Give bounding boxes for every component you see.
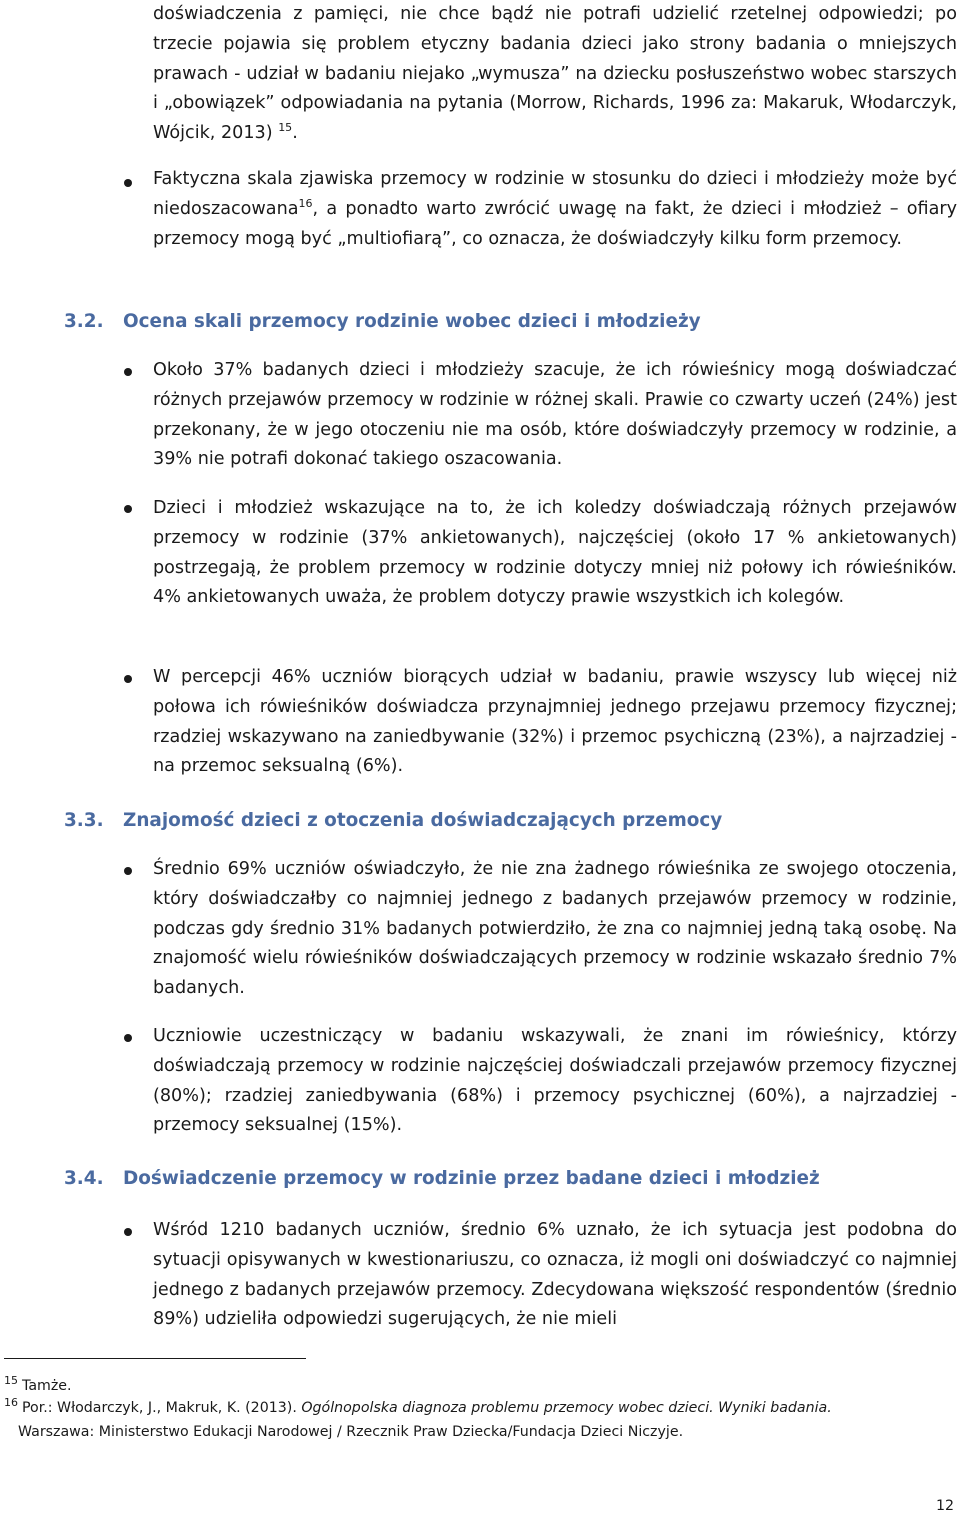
intro-text: doświadczenia z pamięci, nie chce bądź nie potrafi udzielić rzetelnej odpowiedzi; po trzecie pojawia się problem etyczny badania dzieci jako strony badania o mniejszych prawach - udział w badaniu niejako „wymusza” na dziecku posłuszeństwo wobec starszych i „obowiązek” odpowiadania na pytania (Morrow, Richards, 1996 za: Makaruk, Włodarczyk, Wójcik, 2013): [153, 4, 957, 144]
footnote-15: 15 Tamże.: [4, 1374, 72, 1394]
section-3-2-bullet-1: Około 37% badanych dzieci i młodzieży szacuje, że ich rówieśnicy mogą doświadczać różnych przejawów przemocy w rodzinie w różnej skali. Prawie co czwarty uczeń (24%) jest przekonany, że w jego otoczeniu nie ma osób, które doświadczyły przemocy w rodzinie, a 39% nie potrafi dokonać takiego oszacowania.: [153, 360, 957, 470]
bullet-marker: [124, 368, 132, 376]
footnote-16: 16 Por.: Włodarczyk, J., Makruk, K. (2013). Ogólnopolska diagnoza problemu przemocy wobec dzieci. Wyniki badania.: [4, 1396, 832, 1416]
section-3-2-bullet-3: W percepcji 46% uczniów biorących udział w badaniu, prawie wszyscy lub więcej niż połowa ich rówieśników doświadcza przynajmniej jednego przejawu przemocy fizycznej; rzadziej wskazywano na zaniedbywanie (32%) i przemoc psychiczną (23%), a najrzadziej - na przemoc seksualną (6%).: [153, 667, 957, 777]
bullet-marker: [124, 675, 132, 683]
section-title: Doświadczenie przemocy w rodzinie przez badane dzieci i młodzież: [123, 1168, 820, 1189]
intro-paragraph: [153, 0, 957, 149]
section-number: 3.4.: [64, 1168, 104, 1189]
section-number: 3.3.: [64, 810, 104, 831]
bullet-marker: [124, 179, 132, 187]
bullet-marker: [124, 1034, 132, 1042]
footnote-text: Tamże.: [22, 1378, 72, 1394]
bullet-scale-paragraph: [153, 165, 957, 254]
bullet-scale-part1: Faktyczna skala zjawiska przemocy w rodzinie w stosunku do dzieci i młodzieży może być niedoszacowana: [153, 169, 957, 219]
bullet-marker: [124, 867, 132, 875]
footnote-separator: [4, 1358, 306, 1359]
bullet-marker: [124, 505, 132, 513]
section-number: 3.2.: [64, 311, 104, 332]
bullet-marker: [124, 1228, 132, 1236]
intro-end: .: [292, 123, 298, 144]
footnote-publisher: Warszawa: Ministerstwo Edukacji Narodowej / Rzecznik Praw Dziecka/Fundacja Dzieci Niczyje.: [18, 1424, 684, 1440]
section-3-3-bullet-1: Średnio 69% uczniów oświadczyło, że nie zna żadnego rówieśnika ze swojego otoczenia, który doświadczałby co najmniej jednego z badanych przejawów przemocy w rodzinie, podczas gdy średnio 31% badanych potwierdziło, że zna co najmniej jedną taką osobę. Na znajomość wielu rówieśników doświadczających przemocy w rodzinie wskazało średnio 7% badanych.: [153, 859, 957, 999]
footnote-ref-16[interactable]: 16: [298, 196, 313, 210]
section-3-3-bullet-2: Uczniowie uczestniczący w badaniu wskazywali, że znani im rówieśnicy, którzy doświadczają przemocy w rodzinie najczęściej doświadczali przejawów przemocy fizycznej (80%); rzadziej zaniedbywania (68%) i przemocy psychicznej (60%), a najrzadziej - przemocy seksualnej (15%).: [153, 1026, 957, 1136]
footnote-16-publisher: [18, 1422, 948, 1442]
page-number: 12: [935, 1498, 954, 1514]
section-3-4-bullet-1: Wśród 1210 badanych uczniów, średnio 6% uznało, że ich sytuacja jest podobna do sytuacji opisywanych w kwestionariuszu, co oznacza, iż mogli oni doświadczyć co najmniej jednego z badanych przejawów przemocy. Zdecydowana większość respondentów (średnio 89%) udzieliła odpowiedzi sugerujących, że nie mieli: [153, 1220, 957, 1330]
section-3-2-bullet-2: Dzieci i młodzież wskazujące na to, że ich koledzy doświadczają różnych przejawów przemocy w rodzinie (37% ankietowanych), najczęściej (około 17 % ankietowanych) postrzegają, że problem przemocy w rodzinie dotyczy mniej niż połowy ich rówieśników. 4% ankietowanych uważa, że problem dotyczy prawie wszystkich ich kolegów.: [153, 498, 957, 608]
section-title: Znajomość dzieci z otoczenia doświadczających przemocy: [123, 810, 723, 831]
footnote-ref-15[interactable]: 15: [278, 121, 293, 135]
footnote-prefix: Por.: Włodarczyk, J., Makruk, K. (2013).: [22, 1400, 302, 1416]
section-title: Ocena skali przemocy rodzinie wobec dzieci i młodzieży: [123, 311, 701, 332]
footnote-title: Ogólnopolska diagnoza problemu przemocy wobec dzieci. Wyniki badania.: [301, 1400, 832, 1416]
bullet-scale-part2: , a ponadto warto zwrócić uwagę na fakt, że dzieci i młodzież – ofiary przemocy mogą być „multiofiarą”, co oznacza, że doświadczyły kilku form przemocy.: [153, 198, 957, 249]
